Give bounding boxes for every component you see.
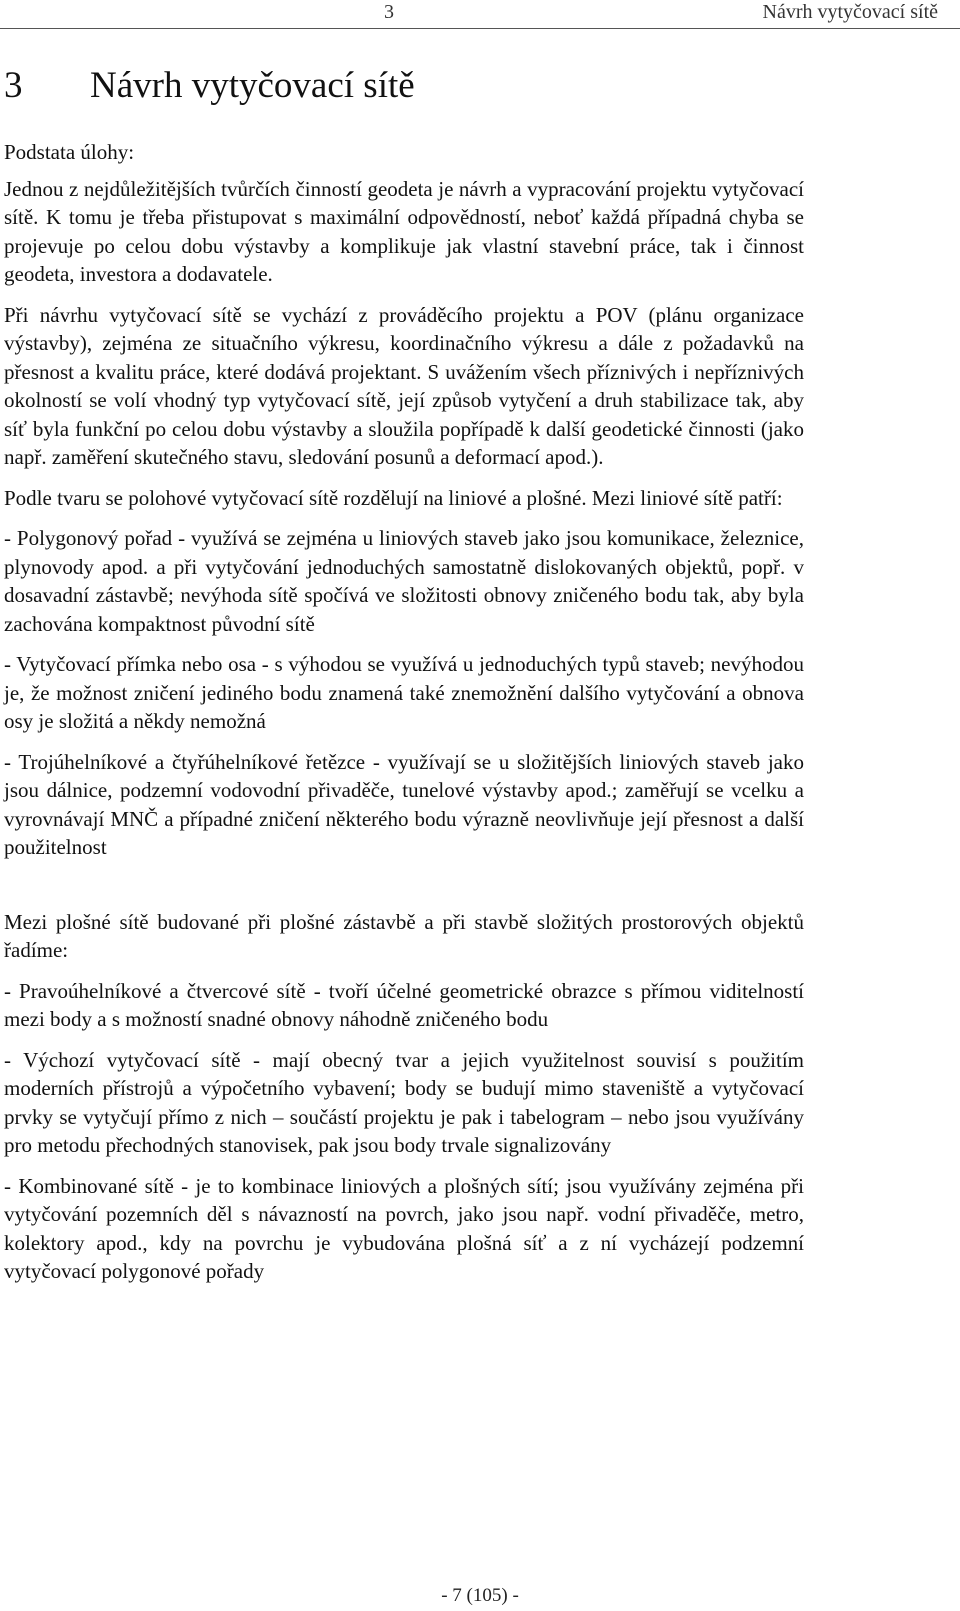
list-item-rectangular-grid: - Pravoúhelníkové a čtvercové sítě - tvoří účelné geometrické obrazce s přímou viditelností mezi body a s možností snadné obnovy náhodně zničeného bodu (4, 978, 804, 1031)
list-item-combined-networks: - Kombinované sítě - je to kombinace liniových a plošných sítí; jsou využívány zejména při vytyčování pozemních děl s návazností na povrch, jako jsou např. vodní přivaděče, metro, kolektory apod., kdy na povrchu je vybudována plošná síť a z ní vycházejí podzemní vytyčovací polygonové pořady (4, 1173, 804, 1283)
chapter-heading (4, 64, 804, 108)
paragraph-intro: Jednou z nejdůležitějších tvůrčích činností geodeta je návrh a vypracování projektu vytyčovací sítě. K tomu je třeba přistupovat s maximální odpovědností, neboť každá případná chyba se projevuje po celou dobu výstavby a komplikuje jak vlastní stavební práce, tak i činnost geodeta, investora a dodavatele. (4, 176, 804, 286)
header-rule (0, 28, 960, 29)
chapter-title: Návrh vytyčovací sítě (90, 65, 415, 106)
list-item-base-networks: - Výchozí vytyčovací sítě - mají obecný tvar a jejich využitelnost souvisí s použitím moderních přístrojů a výpočetního vybavení; body se budují mimo staveniště a vytyčovací prvky se vytyčují přímo z nich – součástí projektu je pak i tabelogram – nebo jsou využívány pro metodu přechodných stanovisek, pak jsou body trvale signalizovány (4, 1047, 804, 1157)
page-content (4, 64, 804, 1298)
running-header (0, 0, 960, 26)
paragraph-network-shape: Podle tvaru se polohové vytyčovací sítě rozdělují na liniové a plošné. Mezi liniové sítě patří: (4, 485, 783, 510)
list-item-setting-line: - Vytyčovací přímka nebo osa - s výhodou se využívá u jednoduchých typů staveb; nevýhodou je, že možnost zničení jediného bodu znamená také znemožnění dalšího vytyčování a obnova osy je složitá a někdy nemožná (4, 652, 804, 733)
page-footer (0, 1585, 960, 1607)
list-item-polygon-traverse: - Polygonový pořad - využívá se zejména u liniových staveb jako jsou komunikace, železnice, plynovody apod. a při vytyčování jednoduchých samostatně dislokovaných objektů, popř. v dosavadní zástavbě; nevýhoda sítě spočívá ve složitosti obnovy zničeného bodu tak, aby byla zachována kompaktnost původní sítě (4, 526, 804, 636)
page-number: - 7 (105) - (441, 1585, 519, 1606)
paragraph-design-basis: Při návrhu vytyčovací sítě se vychází z prováděcího projektu a POV (plánu organizace výstavby), zejména ze situačního výkresu, koordinačního výkresu a dále z požadavků na přesnost a kvalitu práce, které dodává projektant. S uvážením všech příznivých i nepříznivých okolností se volí vhodný typ vytyčovací sítě, její způsob vytyčení a druh stabilizace tak, aby síť byla funkční po celou dobu výstavby a sloužila popřípadě k další geodetické činnosti (jako např. zaměření skutečného stavu, sledování posunů a deformací apod.). (4, 302, 804, 469)
paragraph-area-networks: Mezi plošné sítě budované při plošné zástavbě a při stavbě složitých prostorových objektů řadíme: (4, 909, 804, 962)
chapter-number: 3 (4, 65, 23, 106)
header-chapter-number: 3 (384, 1, 394, 23)
list-item-triangle-chains: - Trojúhelníkové a čtyřúhelníkové řetězce - využívají se u složitějších liniových staveb jako jsou dálnice, podzemní vodovodní přivaděče, tunelové výstavby apod.; zaměřují se vcelku a vyrovnávají MNČ a případné zničení některého bodu výrazně neovlivňuje její přesnost a další použitelnost (4, 749, 804, 859)
task-label: Podstata úlohy: (4, 140, 135, 164)
header-running-title: Návrh vytyčovací sítě (762, 1, 938, 23)
